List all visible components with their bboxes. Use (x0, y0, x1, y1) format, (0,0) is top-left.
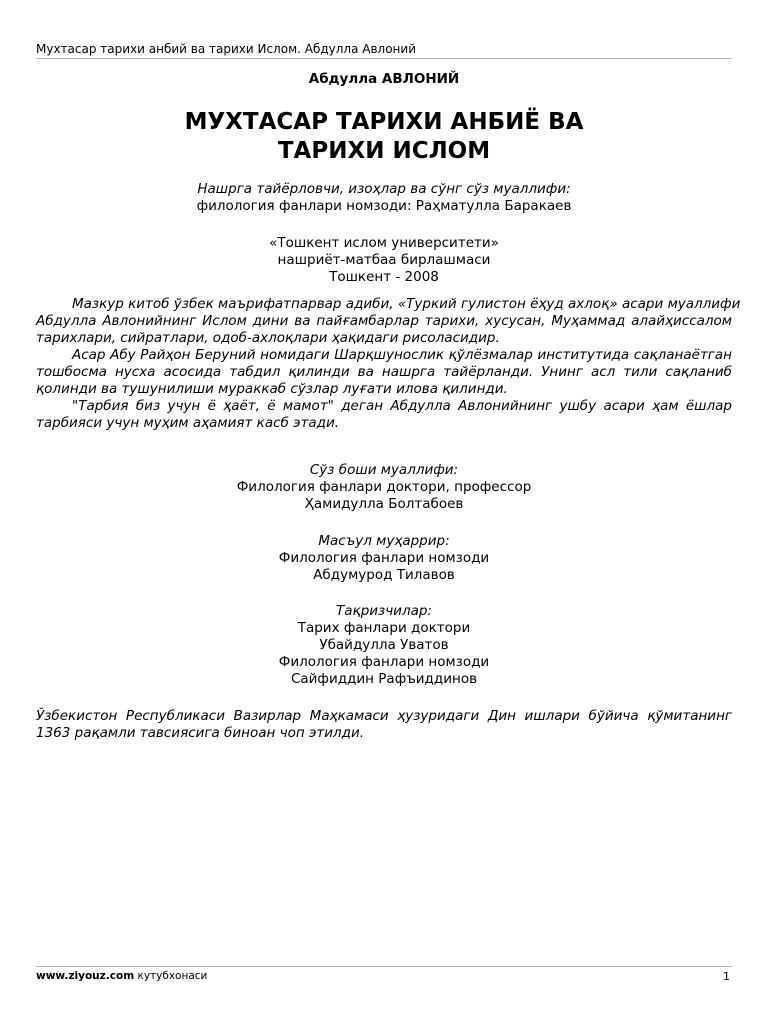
author-name: Абдулла АВЛОНИЙ (308, 71, 460, 87)
reviewer-2-title: Филология фанлари номзоди (278, 654, 490, 670)
approval-note (36, 708, 732, 742)
intro-line: қолинди ва тушунилиши мураккаб сўзлар луғати илова қилинди. (36, 381, 508, 397)
intro-line: Асар Абу Райҳон Беруний номидаги Шарқшунослик қўлёзмалар институтида сақланаётган (72, 347, 732, 363)
intro-line: Мазкур китоб ўзбек маърифатпарвар адиби, «Туркий гулистон ёҳуд ахлоқ» асари муаллифи (72, 296, 741, 312)
intro-line: Абдулла Авлонийнинг Ислом дини ва пайғамбарлар тарихи, хусусан, Муҳаммад алайҳиссалом (36, 313, 732, 329)
book-title-line-2: ТАРИХИ ИСЛОМ (277, 138, 491, 164)
editor-role: Масъул муҳаррир: (318, 533, 450, 549)
book-title-line-1: МУХТАСАР ТАРИХИ АНБИЁ ВА (184, 109, 584, 135)
preparer-name: филология фанлари номзоди: Раҳматулла Баракаев (196, 198, 572, 214)
approval-line-2: 1363 рақамли тавсиясига биноан чоп этилди. (36, 725, 365, 741)
reviewer-1-name: Убайдулла Уватов (319, 637, 449, 653)
reviewer-1-title: Тарих фанлари доктори (297, 620, 471, 636)
intro-line: тошбосма нусха асосида табдил қилинди ва нашрга тайёрланди. Унинг асл тили сақланиб (36, 364, 732, 380)
page-number: 1 (723, 970, 730, 983)
intro-paragraph (36, 296, 741, 432)
footer-site-link[interactable]: www.ziyouz.com (36, 970, 135, 982)
publisher-line-1: «Тошкент ислом университети» (269, 235, 499, 251)
footer-library-label: кутубхонаси (137, 970, 208, 982)
approval-line-1: Ўзбекистон Республикаси Вазирлар Маҳкамаси ҳузуридаги Дин ишлари бўйича қўмитанинг (36, 708, 732, 724)
intro-line: "Тарбия биз учун ё ҳаёт, ё мамот" деган Абдулла Авлонийнинг ушбу асари ҳам ёшлар (72, 398, 732, 414)
footer-source (36, 969, 207, 983)
reviewer-2-name: Сайфиддин Рафъиддинов (290, 671, 478, 687)
reviewers-credit (36, 603, 732, 688)
running-header: Мухтасар тарихи анбий ва тарихи Ислом. Абдулла Авлоний (36, 42, 417, 56)
publisher-block (36, 235, 732, 286)
footer-divider (36, 966, 732, 967)
preparer-role: Нашрга тайёрловчи, изоҳлар ва сўнг сўз муаллифи: (197, 181, 571, 197)
publisher-line-3: Тошкент - 2008 (329, 269, 439, 285)
editor-credit (36, 533, 732, 584)
editor-name: Абдумурод Тилавов (313, 567, 455, 583)
preface-credit (36, 462, 732, 513)
preface-role: Сўз боши муаллифи: (309, 462, 459, 478)
intro-line: тарихлари, сийратлари, одоб-ахлоқлари ҳақидаги рисоласидир. (36, 330, 500, 346)
reviewers-role: Тақризчилар: (336, 603, 432, 619)
header-divider (36, 58, 732, 59)
intro-line: тарбияси учун муҳим аҳамият касб этади. (36, 415, 340, 431)
preface-title: Филология фанлари доктори, профессор (236, 479, 532, 495)
preface-name: Ҳамидулла Болтабоев (304, 496, 464, 512)
publisher-line-2: нашриёт-матбаа бирлашмаси (277, 252, 491, 268)
book-title (36, 108, 732, 166)
editor-title: Филология фанлари номзоди (278, 550, 490, 566)
preparer-block (36, 181, 732, 215)
